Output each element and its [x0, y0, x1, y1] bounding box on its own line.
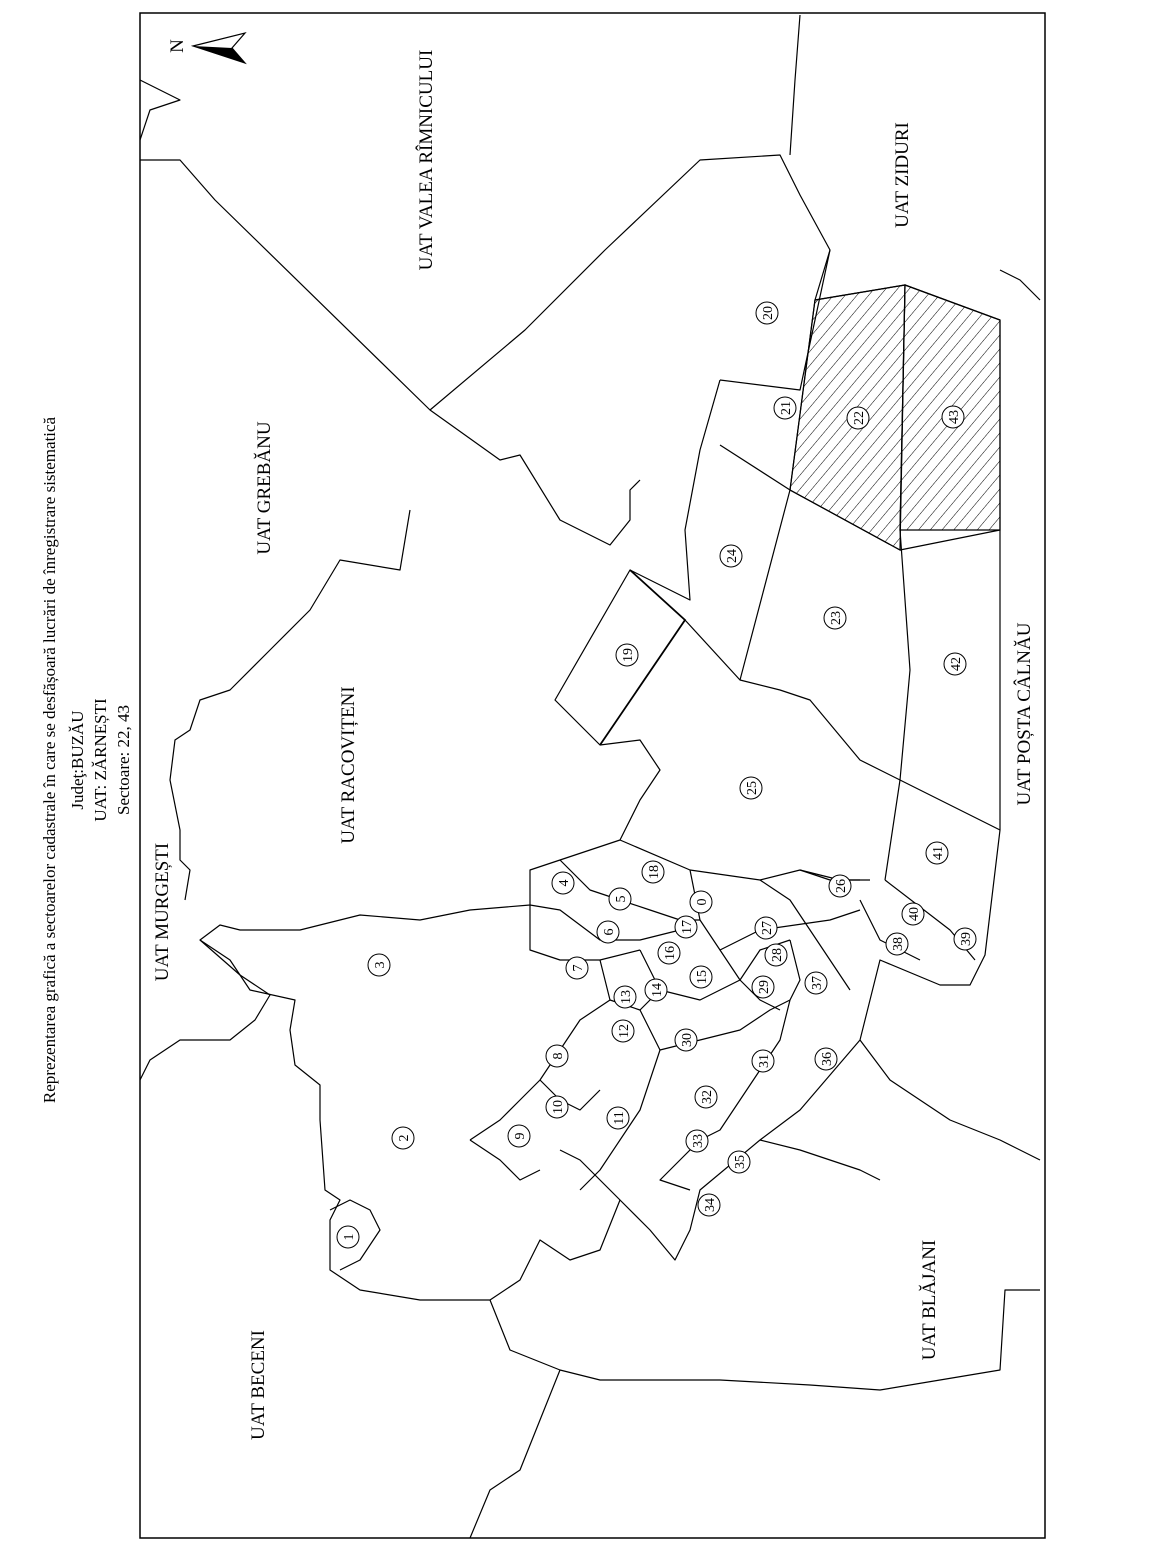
sector-marker-10 — [546, 1096, 568, 1118]
sector-marker-12 — [612, 1020, 634, 1042]
sector-label-0: 0 — [695, 898, 710, 906]
sector-label-14: 14 — [650, 983, 665, 997]
sector-marker-30 — [675, 1029, 697, 1051]
label-posta-calnau: UAT POȘTA CÂLNĂU — [1014, 622, 1035, 806]
sector-label-42: 42 — [949, 657, 964, 671]
sector-marker-42 — [944, 653, 966, 675]
sector-label-3: 3 — [373, 961, 388, 969]
north-arrow-icon — [167, 33, 245, 63]
sector-label-31: 31 — [757, 1054, 772, 1068]
sector-marker-26 — [829, 875, 851, 897]
sector-label-33: 33 — [691, 1134, 706, 1148]
sector-label-22: 22 — [852, 411, 867, 425]
neighbor-line-ziduri — [1000, 270, 1040, 300]
title-line-3: UAT: ZĂRNEȘTI — [91, 698, 110, 822]
sector-marker-39 — [954, 928, 976, 950]
sector-marker-2 — [392, 1127, 414, 1149]
sector-label-24: 24 — [725, 549, 740, 563]
sector-marker-13 — [614, 986, 636, 1008]
sector-label-21: 21 — [779, 401, 794, 415]
sector-label-39: 39 — [959, 932, 974, 946]
map-title — [40, 416, 133, 1103]
sector-label-36: 36 — [820, 1052, 835, 1066]
sector-label-34: 34 — [703, 1198, 718, 1212]
sector-marker-37 — [805, 972, 827, 994]
sector-label-16: 16 — [663, 946, 678, 960]
label-racoviteni: UAT RACOVIȚENI — [338, 686, 359, 844]
neighbor-line-beceni — [490, 1290, 1040, 1390]
sector-marker-41 — [926, 842, 948, 864]
sector-label-11: 11 — [612, 1111, 627, 1125]
sector-label-41: 41 — [931, 846, 946, 860]
sector-label-27: 27 — [760, 921, 775, 935]
map-frame — [140, 13, 1045, 1538]
sector-marker-22 — [847, 407, 869, 429]
neighbor-line-blajani — [860, 1040, 1040, 1160]
sector-marker-34 — [698, 1194, 720, 1216]
neighbor-line-grebanu — [430, 410, 640, 545]
sector-marker-24 — [720, 545, 742, 567]
sector-label-32: 32 — [700, 1090, 715, 1104]
sector-label-17: 17 — [680, 920, 695, 934]
sector-marker-14 — [645, 979, 667, 1001]
sector-label-8: 8 — [551, 1052, 566, 1060]
sector-marker-6 — [597, 921, 619, 943]
sector-marker-27 — [755, 917, 777, 939]
sector-label-18: 18 — [647, 865, 662, 879]
neighbor-line-blajani-2 — [760, 1140, 880, 1180]
sector-label-6: 6 — [602, 928, 617, 936]
title-line-1: Reprezentarea grafică a sectoarelor cadastrale în care se desfășoară lucrări de înregistrare sistematică — [40, 416, 59, 1104]
neighbor-line-valea — [140, 80, 180, 140]
sector-marker-19 — [616, 644, 638, 666]
title-line-4: Sectoare: 22, 43 — [114, 705, 133, 815]
sector-label-19: 19 — [621, 648, 636, 662]
sector-marker-29 — [752, 976, 774, 998]
neighbor-line-racoviteni — [170, 510, 410, 900]
sector-label-1: 1 — [342, 1233, 357, 1241]
label-blajani: UAT BLĂJANI — [919, 1239, 940, 1361]
sector-marker-40 — [902, 903, 924, 925]
sector-label-2: 2 — [397, 1134, 412, 1142]
sector-marker-38 — [886, 933, 908, 955]
boundary-lines — [140, 15, 1040, 1538]
sector-label-25: 25 — [745, 781, 760, 795]
sector-label-28: 28 — [770, 948, 785, 962]
sector-marker-18 — [642, 861, 664, 883]
sector-label-5: 5 — [614, 895, 629, 903]
label-murgesti: UAT MURGEȘTI — [152, 842, 173, 982]
sector-label-30: 30 — [680, 1033, 695, 1047]
sector-marker-32 — [695, 1086, 717, 1108]
sector-marker-15 — [690, 966, 712, 988]
title-line-2: Judeţ:BUZĂU — [68, 710, 87, 810]
sector-marker-3 — [368, 954, 390, 976]
sector-label-13: 13 — [619, 990, 634, 1004]
sector-label-35: 35 — [733, 1155, 748, 1169]
sector-label-29: 29 — [757, 980, 772, 994]
sector-marker-25 — [740, 777, 762, 799]
sector-marker-31 — [752, 1050, 774, 1072]
sector-marker-21 — [774, 397, 796, 419]
label-beceni: UAT BECENI — [248, 1330, 269, 1440]
label-ziduri: UAT ZIDURI — [892, 122, 913, 228]
sector-marker-0 — [690, 891, 712, 913]
sector-marker-17 — [675, 916, 697, 938]
sector-marker-23 — [824, 607, 846, 629]
sector-label-40: 40 — [907, 907, 922, 921]
north-label: N — [167, 39, 188, 53]
sector-marker-16 — [658, 942, 680, 964]
sector-marker-20 — [756, 302, 778, 324]
neighbor-line-beceni-2 — [470, 1370, 560, 1538]
sector-marker-36 — [815, 1048, 837, 1070]
sector-marker-28 — [765, 944, 787, 966]
sector-marker-9 — [508, 1125, 530, 1147]
sector-label-20: 20 — [761, 306, 776, 320]
sector-label-26: 26 — [834, 879, 849, 893]
label-grebanu: UAT GREBĂNU — [254, 421, 275, 555]
sector-marker-33 — [686, 1130, 708, 1152]
neighbor-labels — [152, 50, 1035, 1440]
sector-marker-5 — [609, 888, 631, 910]
sector-label-43: 43 — [947, 410, 962, 424]
sector-label-15: 15 — [695, 970, 710, 984]
sector-marker-35 — [728, 1151, 750, 1173]
sector-marker-1 — [337, 1226, 359, 1248]
sector-marker-43 — [942, 406, 964, 428]
sector-label-37: 37 — [810, 976, 825, 990]
sector-label-10: 10 — [551, 1100, 566, 1114]
neighbor-line-valea-2 — [790, 15, 800, 155]
sector-label-23: 23 — [829, 611, 844, 625]
sector-label-7: 7 — [571, 964, 586, 972]
sector-marker-7 — [566, 957, 588, 979]
sector-marker-4 — [552, 872, 574, 894]
label-valea-rimnicului: UAT VALEA RÎMNICULUI — [416, 49, 437, 271]
sector-marker-11 — [607, 1107, 629, 1129]
sector-label-38: 38 — [891, 937, 906, 951]
sector-label-9: 9 — [513, 1132, 528, 1140]
sector-label-12: 12 — [617, 1024, 632, 1038]
sector-marker-8 — [546, 1045, 568, 1067]
sector-label-4: 4 — [557, 879, 572, 887]
